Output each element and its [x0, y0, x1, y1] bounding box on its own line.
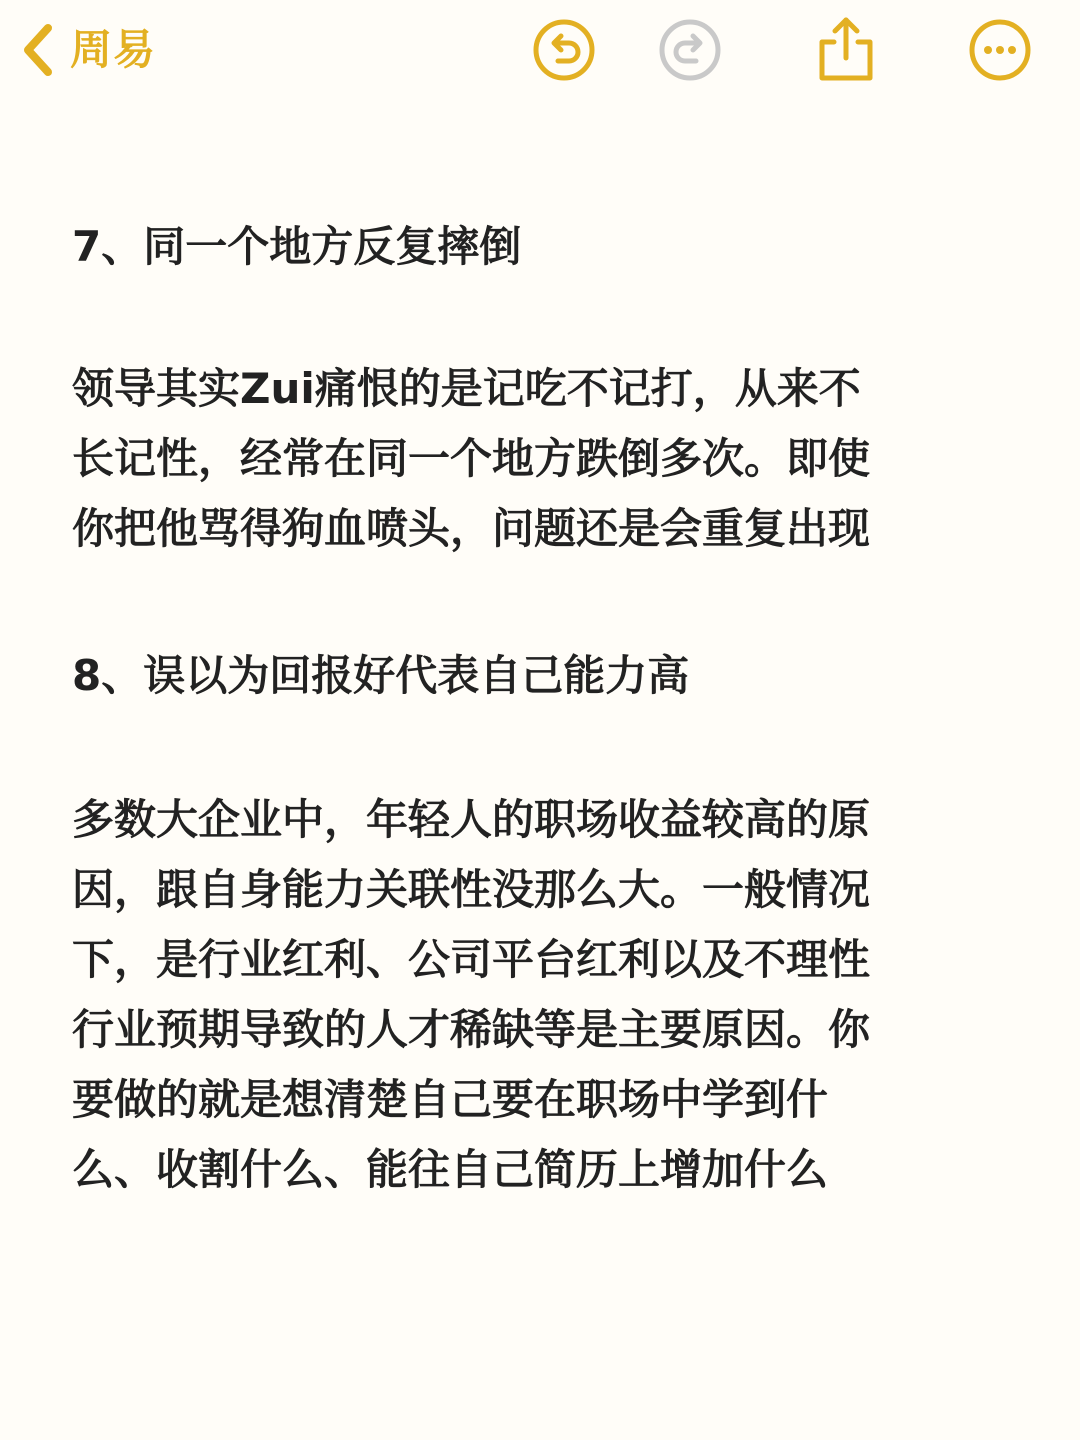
more-options-button[interactable] [964, 14, 1036, 86]
redo-icon [654, 14, 726, 86]
chevron-left-icon [20, 22, 56, 78]
paragraph-line: 下，是行业红利、公司平台红利以及不理性 [72, 935, 871, 984]
paragraph-line: 因，跟自身能力关联性没那么大。一般情况 [72, 865, 871, 914]
back-folder-label: 周易 [70, 25, 157, 74]
section-heading-7: 7、同一个地方反复摔倒 [72, 222, 522, 271]
section-heading-8: 8、误以为回报好代表自己能力高 [72, 651, 690, 700]
share-button[interactable] [810, 14, 882, 86]
paragraph-line: 么、收割什么、能往自己简历上增加什么 [72, 1145, 829, 1194]
paragraph-line: 多数大企业中，年轻人的职场收益较高的原 [72, 795, 871, 844]
undo-icon [528, 14, 600, 86]
notes-toolbar [0, 0, 1080, 100]
more-icon [964, 14, 1036, 86]
paragraph-line: 领导其实Zui痛恨的是记吃不记打，从来不 [72, 364, 861, 413]
paragraph-line: 长记性，经常在同一个地方跌倒多次。即使 [72, 434, 871, 483]
section-paragraph-7 [72, 354, 1002, 564]
paragraph-line: 行业预期导致的人才稀缺等是主要原因。你 [72, 1005, 871, 1054]
undo-button[interactable] [528, 14, 600, 86]
paragraph-line: 你把他骂得狗血喷头，问题还是会重复出现 [72, 504, 871, 553]
paragraph-line: 要做的就是想清楚自己要在职场中学到什 [72, 1075, 829, 1124]
back-button[interactable] [20, 16, 156, 84]
section-paragraph-8 [72, 785, 1002, 1205]
share-icon [810, 14, 882, 86]
redo-button[interactable] [654, 14, 726, 86]
